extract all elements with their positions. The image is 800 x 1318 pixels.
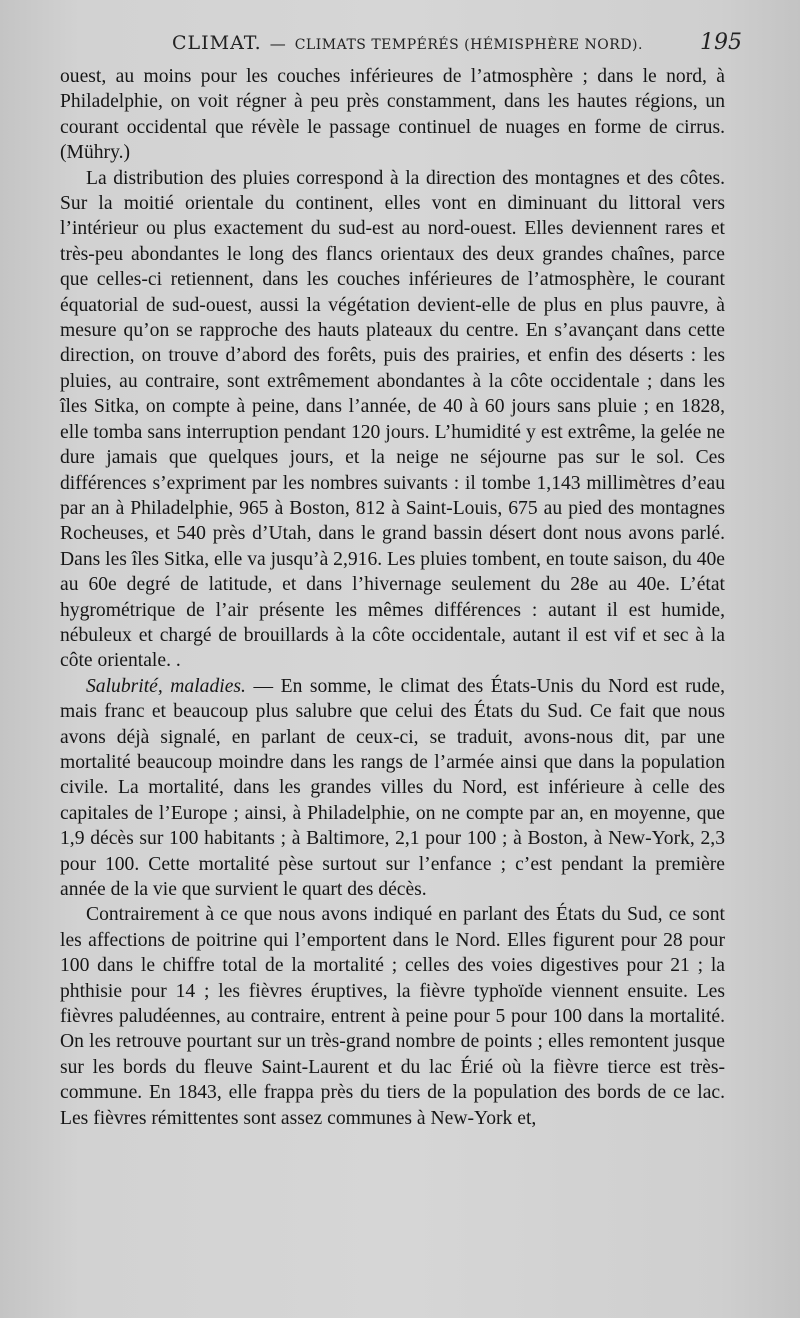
header-subtitle: CLIMATS TEMPÉRÉS (HÉMISPHÈRE NORD). xyxy=(294,37,643,53)
running-header xyxy=(60,28,740,58)
header-title-group xyxy=(172,32,643,54)
page-number: 195 xyxy=(700,30,742,55)
header-separator: — xyxy=(269,34,287,53)
paragraph-salubrity xyxy=(60,674,725,903)
section-caption: Salubrité, maladies. xyxy=(86,675,246,697)
body-text xyxy=(60,64,725,1131)
paragraph-continuation: ouest, au moins pour les couches inférieures de l’atmosphère ; dans le nord, à Philadelphie, on voit régner à peu près constamment, dans les hautes régions, un courant occidental que révèle le passage continuel de nuages en forme de cirrus. (Mühry.) xyxy=(60,66,725,164)
header-title: CLIMAT. xyxy=(172,32,262,54)
paragraph-rainfall: La distribution des pluies correspond à la direction des montagnes et des côtes. Sur la moitié orientale du continent, elles vont en diminuant du littoral vers l’intérieur ou plus exactement du sud-est au nord-ouest. Elles deviennent rares et très-peu abondantes le long des flancs orientaux des deux grandes chaînes, parce que celles-ci retiennent, dans les couches inférieures de l’atmosphère, le courant équatorial de sud-ouest, aussi la végétation devient-elle de plus en plus pauvre, à mesure qu’on se rapproche des hauts plateaux du centre. En s’avançant dans cette direction, on trouve d’abord des forêts, puis des prairies, et enfin des déserts : les pluies, au contraire, sont extrêmement abondantes à la côte occidentale ; dans les îles Sitka, on compte à peine, dans l’année, de 40 à 60 jours sans pluie ; en 1828, elle tomba sans interruption pendant 120 jours. L’humidité y est extrême, la gelée ne dure jamais que quelques jours, et la neige ne séjourne pas sur le sol. Ces différences s’expriment par les nombres suivants : il tombe 1,143 millimètres d’eau par an à Philadelphie, 965 à Boston, 812 à Saint-Louis, 675 au pied des montagnes Rocheuses, et 540 près d’Utah, dans le grand bassin désert dont nous avons parlé. Dans les îles Sitka, elle va jusqu’à 2,916. Les pluies tombent, en toute saison, du 40e au 60e degré de latitude, et dans l’hivernage seulement du 28e au 40e. L’état hygrométrique de l’air présente les mêmes différences : autant il est humide, nébuleux et chargé de brouillards à la côte occidentale, autant il est vif et sec à la côte orientale. . xyxy=(60,167,725,672)
paragraph-salubrity-text: — En somme, le climat des États-Unis du Nord est rude, mais franc et beaucoup plus salubre que celui des États du Sud. Ce fait que nous avons déjà signalé, en parlant de ceux-ci, se traduit, avons-nous dit, par une mortalité beaucoup moindre dans les rangs de l’armée ainsi que dans la population civile. La mortalité, dans les grandes villes du Nord, est inférieure à celle des capitales de l’Europe ; ainsi, à Philadelphie, on ne compte par an, en moyenne, que 1,9 décès sur 100 habitants ; à Baltimore, 2,1 pour 100 ; à Boston, à New-York, 2,3 pour 100. Cette mortalité pèse surtout sur l’enfance ; c’est pendant la première année de la vie que survient le quart des décès. xyxy=(60,675,725,900)
paragraph-diseases: Contrairement à ce que nous avons indiqué en parlant des États du Sud, ce sont les affections de poitrine qui l’emportent dans le Nord. Elles figurent pour 28 pour 100 dans le chiffre total de la mortalité ; celles des voies digestives pour 21 ; la phthisie pour 14 ; les fièvres éruptives, la fièvre typhoïde viennent ensuite. Les fièvres paludéennes, au contraire, entrent à peine pour 5 pour 100 dans la mortalité. On les retrouve pourtant sur un très-grand nombre de points ; elles remontent jusque sur les bords du fleuve Saint-Laurent et du lac Érié où la fièvre tierce est très-commune. En 1843, elle frappa près du tiers de la population des bords de ce lac. Les fièvres rémittentes sont assez communes à New-York et, xyxy=(60,904,725,1129)
